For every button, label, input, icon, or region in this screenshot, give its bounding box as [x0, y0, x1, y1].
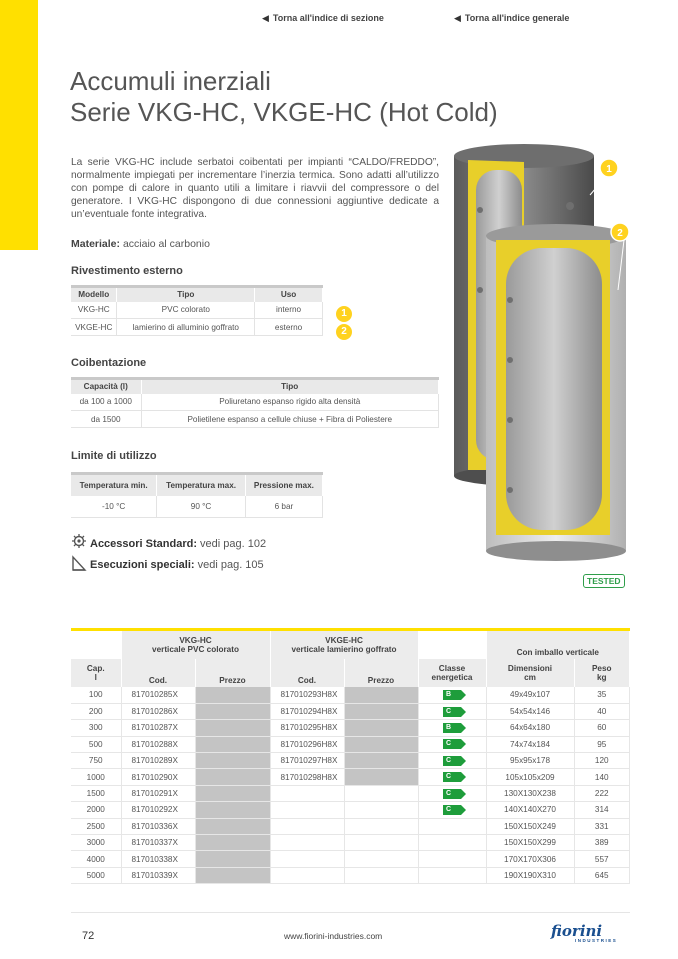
back-to-general-index-link[interactable]: ◀ Torna all'indice generale: [454, 13, 570, 23]
price-cell: [195, 736, 270, 752]
price-cell: [344, 802, 418, 818]
price-cell: [195, 703, 270, 719]
price-cell: [195, 867, 270, 883]
fiorini-logo: fiorini INDUSTRIES: [551, 922, 618, 943]
energy-class-badge: C: [443, 739, 461, 749]
price-cell: [344, 703, 418, 719]
energy-class-cell: [418, 687, 486, 703]
energy-class-cell: [418, 835, 486, 851]
table-row: 2000 817010292X C 140X140X270 314: [71, 802, 630, 818]
price-cell: [195, 785, 270, 801]
coating-table: Modello Tipo Uso VKG-HC PVC colorato interno VKGE-HC lamierino di alluminio goffrato esterno: [71, 285, 323, 336]
energy-class-badge: B: [443, 690, 461, 700]
price-cell: [344, 769, 418, 785]
table-row: 5000 817010339X 190X190X310 645: [71, 867, 630, 883]
price-cell: [195, 753, 270, 769]
callout-1-label: 1: [606, 164, 612, 175]
energy-class-badge: C: [443, 772, 461, 782]
intro-paragraph: La serie VKG-HC include serbatoi coibentati per impianti “CALDO/FREDDO”, normalmente impiegati per incrementare l’inerzia termica. Sono adatti all’utilizzo con pompe di calore in quanto utili a limitare i riavvii del compressore o del generatore. I VKG-HC dispongono di due connessioni aggiuntive dedicate a un’eventuale fonte integrativa.: [71, 157, 439, 220]
table-row: 1000 817010290X 817010298H8X C 105x105x209 140: [71, 769, 630, 785]
table-row: 750 817010289X 817010297H8X C 95x95x178 120: [71, 753, 630, 769]
product-table: VKG-HC verticale PVC colorato VKGE-HC verticale lamierino goffrato Con imballo verticale Cap. l Cod. Prezzo Cod. Prezzo Classe energetica Dimensioni cm Peso kg 100 817010285X 817010293H8X B 49x49x107 35 200 817010286X 817010294H8X C 54x54x146 40 300 817010287X 817010295H8X B 64x64x180 60 500 817010288X 817010296H8X C 74x74x184 95 750 817010289X 817010297H8X C 95x95x178 120 1000 817010290X 817010298H8X C 105x105x209 140 1500 817010291X C 130X130X238 222 2000 817010292X C 140X140X270 314 2500 817010336X 150X150X249 331 3000 817010337X 150X150X299 389 4000 817010338X 170X170X306 557 5000 817010339X 190X190X310 645: [71, 631, 630, 884]
energy-class-badge: C: [443, 805, 461, 815]
energy-class-cell: [418, 769, 486, 785]
price-cell: [344, 835, 418, 851]
energy-class-badge: C: [443, 789, 461, 799]
energy-class-badge: C: [443, 707, 461, 717]
table-row: 200 817010286X 817010294H8X C 54x54x146 40: [71, 703, 630, 719]
energy-class-badge: C: [443, 756, 461, 766]
table-row: 100 817010285X 817010293H8X B 49x49x107 35: [71, 687, 630, 703]
website-link[interactable]: www.fiorini-industries.com: [284, 931, 383, 941]
price-cell: [344, 818, 418, 834]
price-cell: [195, 818, 270, 834]
yellow-side-bar: [0, 0, 38, 250]
footer-divider: [71, 912, 630, 913]
price-cell: [195, 851, 270, 867]
price-cell: [195, 802, 270, 818]
energy-class-cell: [418, 818, 486, 834]
limits-heading: Limite di utilizzo: [71, 450, 157, 462]
callout-2-label: 2: [617, 228, 623, 239]
special-executions-link[interactable]: Esecuzioni speciali: vedi pag. 105: [90, 559, 264, 571]
table-row: 300 817010287X 817010295H8X B 64x64x180 60: [71, 720, 630, 736]
energy-class-cell: [418, 785, 486, 801]
price-cell: [195, 720, 270, 736]
energy-class-badge: B: [443, 723, 461, 733]
back-arrow-icon: ◀: [262, 13, 269, 23]
energy-class-cell: [418, 802, 486, 818]
energy-class-cell: [418, 703, 486, 719]
tank-cutaway-image: [440, 140, 640, 570]
callout-badge-1: 1: [336, 306, 352, 322]
page-number: 72: [82, 930, 95, 942]
price-cell: [195, 769, 270, 785]
table-row: 3000 817010337X 150X150X299 389: [71, 835, 630, 851]
back-to-section-index-link[interactable]: ◀ Torna all'indice di sezione: [262, 13, 384, 23]
energy-class-cell: [418, 753, 486, 769]
table-row: da 100 a 1000 Poliuretano espanso rigido alta densità: [71, 394, 439, 411]
price-cell: [344, 753, 418, 769]
price-cell: [344, 736, 418, 752]
insulation-heading: Coibentazione: [71, 357, 147, 369]
energy-class-cell: [418, 851, 486, 867]
price-cell: [344, 851, 418, 867]
energy-class-cell: [418, 720, 486, 736]
accessories-gear-icon: [71, 533, 87, 549]
price-cell: [344, 867, 418, 883]
page-title: Accumuli inerziali Serie VKG-HC, VKGE-HC (Hot Cold): [70, 66, 498, 127]
energy-class-cell: [418, 867, 486, 883]
back-arrow-icon: ◀: [454, 13, 461, 23]
table-row: VKGE-HC lamierino di alluminio goffrato esterno: [71, 319, 323, 336]
table-row: VKG-HC PVC colorato interno: [71, 302, 323, 319]
insulation-table: Capacità (l) Tipo da 100 a 1000 Poliuretano espanso rigido alta densità da 1500 Polietilene espanso a cellule chiuse + Fibra di Poliestere: [71, 377, 439, 428]
price-cell: [195, 687, 270, 703]
material-line: Materiale: acciaio al carbonio: [71, 238, 210, 250]
price-cell: [344, 720, 418, 736]
table-row: da 1500 Polietilene espanso a cellule chiuse + Fibra di Poliestere: [71, 411, 439, 428]
callout-badge-2: 2: [336, 324, 352, 340]
accessories-standard-link[interactable]: Accessori Standard: vedi pag. 102: [90, 538, 267, 550]
limits-table: Temperatura min. Temperatura max. Pressione max. -10 °C 90 °C 6 bar: [71, 472, 323, 518]
table-row: 4000 817010338X 170X170X306 557: [71, 851, 630, 867]
table-row: 500 817010288X 817010296H8X C 74x74x184 95: [71, 736, 630, 752]
coating-heading: Rivestimento esterno: [71, 265, 183, 277]
price-cell: [195, 835, 270, 851]
price-cell: [344, 687, 418, 703]
special-execution-icon: [71, 555, 87, 571]
table-row: -10 °C 90 °C 6 bar: [71, 496, 323, 518]
price-cell: [344, 785, 418, 801]
energy-class-cell: [418, 736, 486, 752]
table-row: 2500 817010336X 150X150X249 331: [71, 818, 630, 834]
tested-badge: TESTED: [583, 574, 625, 588]
table-row: 1500 817010291X C 130X130X238 222: [71, 785, 630, 801]
